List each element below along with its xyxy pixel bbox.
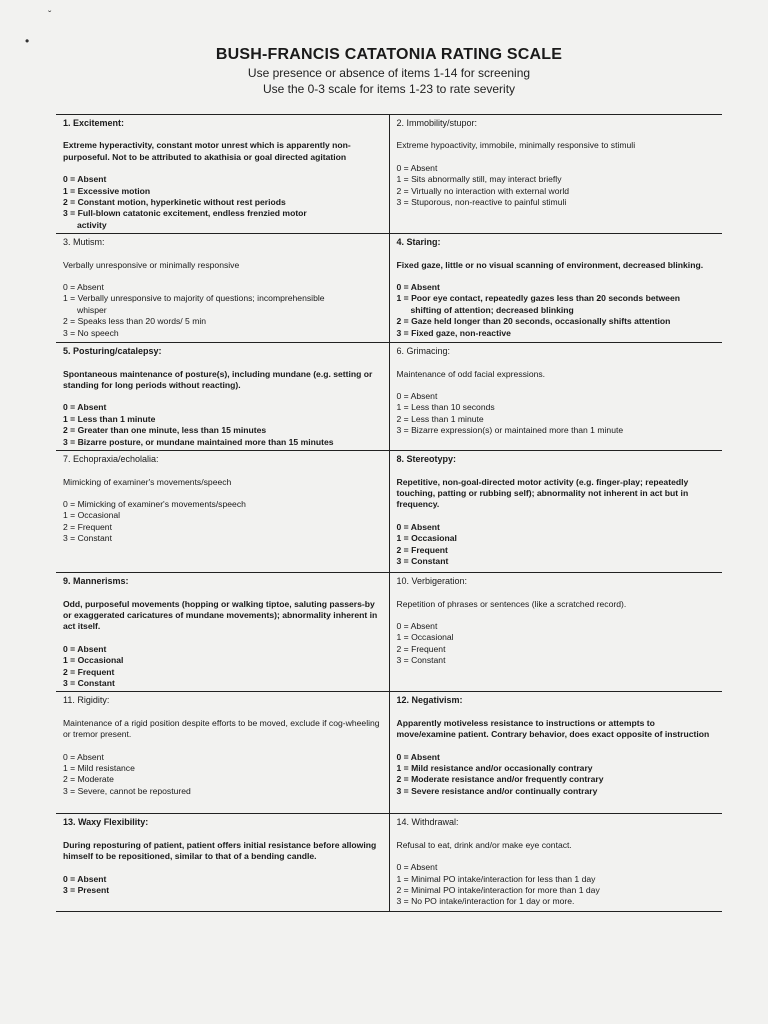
item-description: Maintenance of odd facial expressions. <box>396 368 546 379</box>
score-option: 0 = Absent <box>63 873 107 884</box>
score-option: 2 = Speaks less than 20 words/ 5 min <box>63 316 207 327</box>
score-option: 0 = Absent <box>63 751 104 762</box>
score-option: 2 = Minimal PO intake/interaction for more than 1 day <box>396 884 600 895</box>
table-row <box>56 115 722 234</box>
score-option: 2 = Frequent <box>63 666 115 677</box>
score-option: 0 = Absent <box>396 521 440 532</box>
score-option: 2 = Gaze held longer than 20 seconds, occasionally shifts attention <box>396 316 671 327</box>
score-option: 1 = Mild resistance <box>63 762 135 773</box>
item-title: 13. Waxy Flexibility: <box>63 817 149 828</box>
item-description: Mimicking of examiner's movements/speech <box>63 476 232 487</box>
table-row <box>56 692 722 814</box>
score-option: 1 = Occasional <box>396 533 457 544</box>
score-option: 1 = Excessive motion <box>63 185 151 196</box>
item-negativism <box>389 692 722 814</box>
score-option: 0 = Mimicking of examiner's movements/speech <box>63 498 246 509</box>
item-description: Repetition of phrases or sentences (like a scratched record). <box>396 598 627 609</box>
score-option: 0 = Absent <box>396 751 440 762</box>
item-description: Extreme hypoactivity, immobile, minimally responsive to stimuli <box>396 140 636 151</box>
item-waxy-flexibility <box>56 814 389 912</box>
score-option: 0 = Absent <box>396 391 438 402</box>
score-option: 0 = Absent <box>396 282 440 293</box>
item-rigidity <box>56 692 389 814</box>
score-option: 3 = Severe, cannot be repostured <box>63 785 191 796</box>
score-option: 2 = Virtually no interaction with external world <box>396 185 570 196</box>
item-description: During reposturing of patient, patient offers initial resistance before allowing himself to be repositioned, similar to that of a bending candle. <box>63 839 377 862</box>
score-option-continued: whisper <box>77 304 107 315</box>
score-option: 0 = Absent <box>396 620 438 631</box>
item-grimacing <box>389 343 722 451</box>
item-withdrawal <box>389 814 722 912</box>
score-option: 2 = Frequent <box>63 521 112 532</box>
score-option: 3 = No speech <box>63 327 119 338</box>
item-echopraxia-echolalia <box>56 451 389 573</box>
score-option: 2 = Less than 1 minute <box>396 413 484 424</box>
item-description: Fixed gaze, little or no visual scanning of environment, decreased blinking. <box>396 259 704 270</box>
score-option: 1 = Verbally unresponsive to majority of questions; incomprehensible <box>63 293 325 304</box>
score-option: 3 = Present <box>63 884 110 895</box>
score-option: 3 = Bizarre posture, or mundane maintained more than 15 minutes <box>63 436 334 447</box>
score-option: 0 = Absent <box>63 282 104 293</box>
item-staring <box>389 234 722 343</box>
item-title: 1. Excitement: <box>63 118 125 128</box>
table-row <box>56 343 722 451</box>
score-option: 3 = Fixed gaze, non-reactive <box>396 327 511 338</box>
score-option: 1 = Poor eye contact, repeatedly gazes less than 20 seconds between <box>396 293 680 304</box>
score-option: 1 = Occasional <box>63 510 121 521</box>
item-mannerisms <box>56 573 389 692</box>
item-title: 12. Negativism: <box>396 695 463 706</box>
item-excitement <box>56 115 389 234</box>
item-posturing-catalepsy <box>56 343 389 451</box>
item-verbigeration <box>389 573 722 692</box>
score-option: 2 = Moderate <box>63 774 114 785</box>
subtitle-screening: Use presence or absence of items 1-14 for screening <box>247 66 531 80</box>
item-title: 8. Stereotypy: <box>396 454 457 465</box>
score-option: 2 = Moderate resistance and/or frequently contrary <box>396 774 604 785</box>
score-option: 3 = Constant <box>63 677 115 688</box>
table-row <box>56 234 722 343</box>
score-option: 0 = Absent <box>396 162 438 173</box>
score-option: 1 = Minimal PO intake/interaction for less than 1 day <box>396 873 596 884</box>
subtitle-severity: Use the 0-3 scale for items 1-23 to rate severity <box>262 82 516 96</box>
score-option: 3 = Constant <box>63 533 112 544</box>
item-mutism <box>56 234 389 343</box>
page-title: BUSH-FRANCIS CATATONIA RATING SCALE <box>215 46 563 63</box>
score-option: 1 = Sits abnormally still, may interact briefly <box>396 174 562 185</box>
score-option: 3 = Constant <box>396 555 449 566</box>
score-option: 2 = Frequent <box>396 643 446 654</box>
item-description: Apparently motiveless resistance to instructions or attempts to move/examine patient. Contrary behavior, does exact opposite of instruction <box>396 717 710 740</box>
score-option: 1 = Mild resistance and/or occasionally contrary <box>396 762 593 773</box>
item-title: 9. Mannerisms: <box>63 576 129 587</box>
item-title: 2. Immobility/stupor: <box>396 118 478 128</box>
score-option: 3 = Stuporous, non-reactive to painful stimuli <box>396 197 567 208</box>
rating-scale-table <box>56 114 722 912</box>
score-option: 0 = Absent <box>63 402 107 413</box>
score-option: 3 = Full-blown catatonic excitement, endless frenzied motor <box>63 208 307 219</box>
item-title: 10. Verbigeration: <box>396 576 468 587</box>
score-option: 2 = Constant motion, hyperkinetic without rest periods <box>63 197 286 208</box>
score-option: 3 = Bizarre expression(s) or maintained more than 1 minute <box>396 425 624 436</box>
table-row <box>56 814 722 912</box>
item-title: 6. Grimacing: <box>396 346 451 357</box>
score-option: 1 = Occasional <box>396 632 454 643</box>
item-description: Spontaneous maintenance of posture(s), including mundane (e.g. setting or standing for long periods without reacting). <box>63 368 373 391</box>
item-title: 11. Rigidity: <box>63 695 110 706</box>
item-title: 4. Staring: <box>396 237 441 248</box>
item-title: 3. Mutism: <box>63 237 105 248</box>
score-option: 2 = Frequent <box>396 544 448 555</box>
score-option: 0 = Absent <box>396 862 438 873</box>
item-description: Refusal to eat, drink and/or make eye contact. <box>396 839 572 850</box>
score-option: 1 = Less than 1 minute <box>63 413 156 424</box>
table-row <box>56 573 722 692</box>
score-option: 3 = Constant <box>396 655 446 666</box>
score-option-continued: activity <box>77 219 107 230</box>
scan-dot: • <box>25 34 30 48</box>
score-option: 2 = Greater than one minute, less than 15 minutes <box>63 425 267 436</box>
item-stereotypy <box>389 451 722 573</box>
item-title: 14. Withdrawal: <box>396 817 459 828</box>
score-option: 3 = No PO intake/interaction for 1 day or more. <box>396 896 575 907</box>
item-description: Verbally unresponsive or minimally responsive <box>63 259 240 270</box>
table-row <box>56 451 722 573</box>
score-option: 0 = Absent <box>63 643 107 654</box>
item-description: Extreme hyperactivity, constant motor unrest which is apparently non-purposeful. Not to be attributed to akathisia or goal directed agitation <box>63 140 351 162</box>
score-option-continued: shifting of attention; decreased blinking <box>410 304 574 315</box>
document-header <box>0 46 768 96</box>
item-title: 5. Posturing/catalepsy: <box>63 346 162 357</box>
score-option: 3 = Severe resistance and/or continually contrary <box>396 785 598 796</box>
item-description: Odd, purposeful movements (hopping or walking tiptoe, saluting passers-by or exaggerated caricatures of mundane movements); abnormality inherent in act itself. <box>63 598 378 632</box>
score-option: 1 = Less than 10 seconds <box>396 402 495 413</box>
item-description: Maintenance of a rigid position despite efforts to be moved, exclude if cog-wheeling or tremor present. <box>63 717 380 740</box>
score-option: 0 = Absent <box>63 174 107 185</box>
scan-speck: ˇ <box>48 10 52 21</box>
item-immobility-stupor <box>389 115 722 234</box>
score-option: 1 = Occasional <box>63 655 124 666</box>
item-title: 7. Echopraxia/echolalia: <box>63 454 159 465</box>
item-description: Repetitive, non-goal-directed motor activity (e.g. finger-play; repeatedly touching, patting or rubbing self); abnormality not inherent in act but in frequency. <box>396 476 689 510</box>
